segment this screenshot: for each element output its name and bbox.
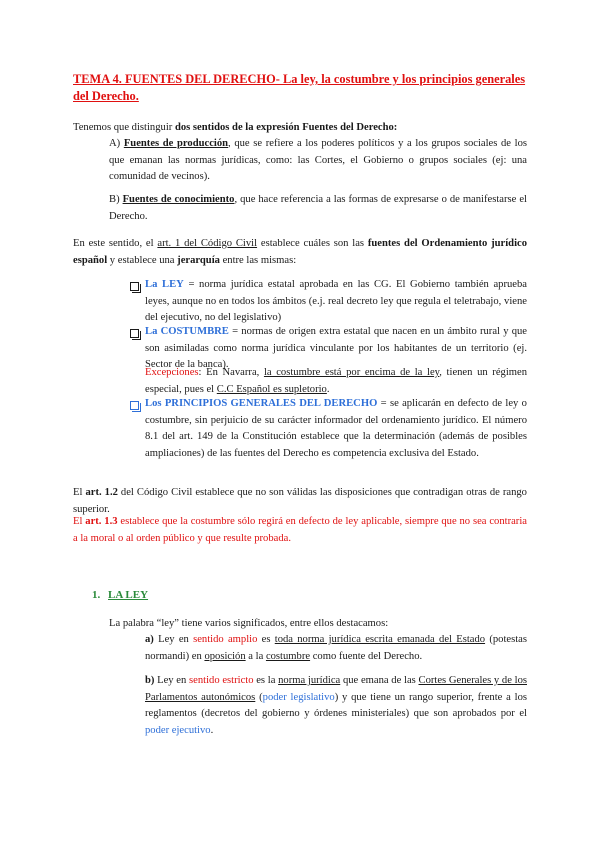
- intro-paragraph: [73, 120, 533, 137]
- codigo-civil-reference: art. 1 del Código Civil: [157, 238, 258, 249]
- sentido-bold-1: fuentes del Ordenamiento jurídico español: [73, 238, 528, 266]
- item-a-term: Fuentes de producción: [123, 138, 229, 149]
- section-number: 1.: [92, 589, 101, 601]
- item-a-text: , que se refiere a los poderes políticos y a los grupos sociales de los que emanan las normas jurídicas, como: las Cortes, el Gobierno o grupos sociales (ej: una comunidad de vecinos).: [109, 138, 528, 182]
- checkbox-bullet-icon: [130, 401, 139, 410]
- art12-text-1: El: [73, 487, 86, 498]
- ley-text: = norma jurídica estatal aprobada en las CG. El Gobierno también aprueba leyes, aunque no en todos los ámbitos (e.j. real decreto ley que regula el teletrabajo, viene del ejecutivo, no del legislativo): [145, 279, 528, 323]
- list-item-principios: [145, 396, 527, 462]
- sentido-text-3: y establece una: [107, 254, 178, 266]
- sig-b-prefix: b): [145, 675, 155, 686]
- art12-text-2: del Código Civil establece que no son válidas las disposiciones que contradigan otras de rango superior.: [73, 487, 527, 515]
- sig-b-underline-2: Cortes Generales y de los Parlamentos autonómicos: [145, 675, 527, 703]
- sig-a-prefix: a): [145, 634, 154, 645]
- excepciones-text-2: , tienen un régimen especial, pues el: [145, 367, 528, 395]
- section-heading-ley: [92, 587, 148, 604]
- excepciones-underline-1: la costumbre está por encima de la ley: [263, 367, 440, 378]
- sig-b-text-3: que emana de las: [340, 675, 419, 686]
- excepciones-underline-2: C.C Español es supletorio: [216, 383, 327, 395]
- excepciones-paragraph: [145, 365, 527, 398]
- costumbre-text: = normas de origen extra estatal que nacen en un ámbito rural y que son asimiladas como norma jurídica vinculante por los habitantes de un territorio (ej. Sector de la banca).: [145, 326, 527, 370]
- sig-b-text-4: (: [255, 691, 263, 703]
- excepciones-text-1: : En Navarra,: [198, 367, 264, 378]
- sentido-text-1: En este sentido, el: [73, 238, 158, 249]
- sig-a-text-2: es: [257, 634, 275, 645]
- principios-label: Los PRINCIPIOS GENERALES DEL DERECHO: [145, 398, 378, 409]
- principios-text: = se aplicarán en defecto de ley o costumbre, sin perjuicio de su carácter informador del ordenamiento jurídico. El número 8.1 del art. 149 de la Constitución establece que la determinación (además de posibles ampliaciones) de las fuentes del Derecho es competencia exclusiva del Estado.: [145, 398, 527, 459]
- art13-bold: art. 1.3: [85, 516, 118, 527]
- sig-b-text-6: .: [210, 724, 214, 736]
- sig-b-text-2: es la: [253, 675, 279, 686]
- art13-paragraph: [73, 514, 527, 547]
- costumbre-label: La COSTUMBRE: [145, 326, 229, 337]
- sig-a-text-3: (potestas normandi) en: [145, 634, 527, 662]
- art12-bold: art. 1.2: [85, 487, 118, 498]
- sentido-estricto-label: sentido estricto: [189, 675, 254, 686]
- significado-a-paragraph: [145, 632, 527, 665]
- sig-b-text-1: Ley en: [154, 675, 190, 686]
- checkbox-bullet-icon: [130, 282, 139, 291]
- item-a-prefix: A): [109, 138, 124, 149]
- sig-a-underline-3: costumbre: [265, 650, 311, 662]
- intro-lead: Tenemos que distinguir: [73, 122, 175, 133]
- sentido-text-4: entre las mismas:: [219, 254, 297, 266]
- list-item-ley: [145, 277, 527, 327]
- palabra-paragraph: La palabra “ley” tiene varios significados, entre ellos destacamos:: [109, 618, 389, 629]
- item-b-prefix: B): [109, 194, 123, 205]
- poder-ejecutivo-label: poder ejecutivo: [145, 724, 211, 736]
- item-b-term: Fuentes de conocimiento: [122, 194, 235, 205]
- item-b-text: , que hace referencia a las formas de expresarse o de manifestarse el Derecho.: [109, 194, 527, 222]
- sentido-amplio-label: sentido amplio: [193, 634, 258, 645]
- art13-text-1: El: [73, 516, 86, 527]
- sig-a-text-4: a la: [245, 650, 266, 662]
- sig-a-text-1: Ley en: [153, 634, 194, 645]
- significado-b-paragraph: [145, 673, 527, 739]
- poder-legislativo-label: poder legislativo: [262, 691, 335, 703]
- sentido-bold-2: jerarquía: [177, 254, 220, 266]
- intro-bold: dos sentidos de la expresión Fuentes del Derecho:: [174, 122, 398, 133]
- sig-a-underline-2: oposición: [204, 650, 246, 662]
- sentido-paragraph: [73, 236, 527, 269]
- art13-text-2: establece que la costumbre sólo regirá en defecto de ley aplicable, siempre que no sea contraria a la moral o al orden público y que resulte probada.: [73, 516, 527, 544]
- checkbox-bullet-icon: [130, 329, 139, 338]
- sig-b-underline-1: norma jurídica: [278, 675, 341, 686]
- excepciones-text-3: .: [326, 383, 330, 395]
- sig-a-text-5: como fuente del Derecho.: [310, 650, 423, 662]
- item-b-paragraph: [109, 192, 527, 225]
- sentido-text-2: establece cuáles son las: [257, 238, 368, 249]
- section-title: LA LEY: [108, 589, 149, 601]
- sig-a-underline-1: toda norma jurídica escrita emanada del Estado: [274, 634, 486, 645]
- page-title: TEMA 4. FUENTES DEL DERECHO- La ley, la costumbre y los principios generales del Derecho.: [73, 72, 526, 103]
- excepciones-label: Excepciones: [145, 367, 199, 378]
- item-a-paragraph: [109, 136, 527, 186]
- ley-label: La LEY: [145, 279, 184, 290]
- sig-b-text-5: ) y que tiene un rango superior, frente a los reglamentos (decretos del gobierno y órdenes ministeriales) que son aprobados por el: [145, 691, 527, 719]
